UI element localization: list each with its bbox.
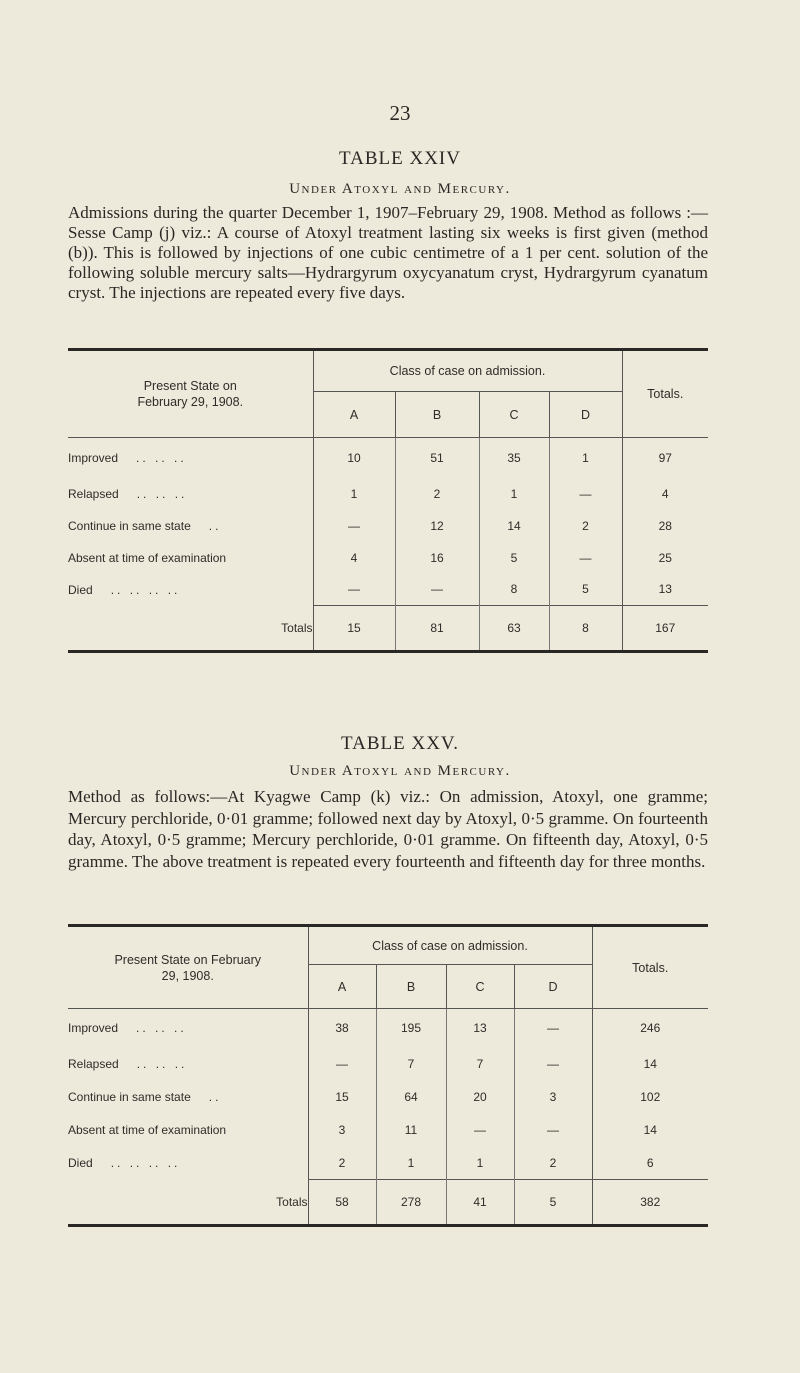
cell-class-a: — (313, 574, 395, 606)
present-state-header-line2: February 29, 1908. (137, 395, 244, 409)
cell-class-a: 4 (313, 542, 395, 574)
cell-class-d: — (514, 1114, 592, 1147)
cell-class-a: 3 (308, 1114, 376, 1147)
row-label-text: Improved (68, 450, 119, 465)
cell-class-b: 51 (395, 438, 479, 478)
table-row (68, 1081, 708, 1114)
cell-class-c: 13 (446, 1009, 514, 1048)
cell-total: 28 (622, 510, 708, 542)
row-label (68, 574, 313, 606)
table-24-body (68, 438, 708, 652)
total-class-d: 8 (549, 606, 622, 652)
row-label-text: Improved (68, 1021, 119, 1036)
cell-class-c: — (446, 1114, 514, 1147)
row-label-text: Died (68, 582, 93, 597)
row-label (68, 510, 313, 542)
cell-class-c: 5 (479, 542, 549, 574)
leader-dots: .. .. .. (136, 1021, 187, 1036)
row-label-text: Absent at time of examination (68, 550, 227, 565)
cell-class-c: 7 (446, 1048, 514, 1081)
page-number: 23 (389, 101, 411, 125)
cell-class-c: 1 (479, 478, 549, 510)
row-label (68, 1048, 308, 1081)
table-24-present-state-header (68, 350, 313, 438)
table-24-totals-header: Totals. (622, 350, 708, 438)
cell-class-b: 195 (376, 1009, 446, 1048)
table-24-class-header: Class of case on admission. (313, 350, 622, 392)
cell-class-a: 15 (308, 1081, 376, 1114)
table-25 (68, 924, 708, 1227)
cell-class-b: 11 (376, 1114, 446, 1147)
total-class-c: 63 (479, 606, 549, 652)
row-label-text: Relapsed (68, 486, 119, 501)
row-label (68, 438, 313, 478)
table-24-subtitle: Under Atoxyl and Mercury. (289, 181, 511, 197)
cell-total: 14 (592, 1114, 708, 1147)
table-24-description: Admissions during the quarter December 1, 1907–February 29, 1908. Method as follows :—Sesse Camp (j) viz.: A course of Atoxyl treatment lasting six weeks is first given (method (b)). This is followed by injections of one cubic centimetre of a 1 per cent. solution of the following soluble mercury salts—Hydrargyrum oxycyanatum cryst, Hydrargyrum cyanatum cryst. The injections are repeated every five days. (68, 203, 708, 302)
class-c-header: C (446, 965, 514, 1009)
row-label-text: Relapsed (68, 1057, 119, 1071)
cell-class-b: — (395, 574, 479, 606)
totals-row (68, 1180, 708, 1226)
totals-row (68, 606, 708, 652)
class-b-header: B (395, 392, 479, 438)
table-row (68, 574, 708, 606)
cell-total: 25 (622, 542, 708, 574)
cell-class-b: 1 (376, 1147, 446, 1180)
table-row (68, 478, 708, 510)
table-row (68, 1009, 708, 1048)
leader-dots: .. .. .. .. (110, 582, 181, 597)
table-25-subtitle: Under Atoxyl and Mercury. (289, 763, 511, 779)
row-label (68, 542, 313, 574)
cell-class-d: — (549, 478, 622, 510)
cell-total: 102 (592, 1081, 708, 1114)
table-row (68, 1114, 708, 1147)
cell-class-d: — (514, 1048, 592, 1081)
table-24-title: TABLE XXIV (339, 148, 461, 169)
class-c-header: C (479, 392, 549, 438)
cell-class-b: 2 (395, 478, 479, 510)
table-row (68, 1147, 708, 1180)
cell-class-a: — (313, 510, 395, 542)
leader-dots: .. (208, 1090, 222, 1104)
table-row (68, 438, 708, 478)
row-label (68, 1147, 308, 1180)
cell-class-a: 38 (308, 1009, 376, 1048)
cell-total: 13 (622, 574, 708, 606)
table-25-class-header: Class of case on admission. (308, 926, 592, 965)
row-label-text: Continue in same state (68, 1090, 191, 1104)
class-d-header: D (549, 392, 622, 438)
total-class-c: 41 (446, 1180, 514, 1226)
cell-class-a: 2 (308, 1147, 376, 1180)
cell-class-c: 35 (479, 438, 549, 478)
cell-class-a: 10 (313, 438, 395, 478)
total-class-a: 58 (308, 1180, 376, 1226)
table-25-title: TABLE XXV. (341, 733, 459, 754)
cell-class-c: 1 (446, 1147, 514, 1180)
table-row (68, 542, 708, 574)
leader-dots: .. .. .. (136, 450, 187, 465)
total-class-b: 81 (395, 606, 479, 652)
cell-class-b: 12 (395, 510, 479, 542)
grand-total: 382 (592, 1180, 708, 1226)
cell-class-b: 64 (376, 1081, 446, 1114)
cell-class-c: 14 (479, 510, 549, 542)
cell-class-c: 8 (479, 574, 549, 606)
cell-class-b: 16 (395, 542, 479, 574)
cell-total: 4 (622, 478, 708, 510)
present-state-header-line1: Present State on (143, 379, 237, 393)
grand-total: 167 (622, 606, 708, 652)
row-label (68, 1081, 308, 1114)
row-label (68, 1114, 308, 1147)
total-class-b: 278 (376, 1180, 446, 1226)
cell-total: 97 (622, 438, 708, 478)
cell-class-d: 3 (514, 1081, 592, 1114)
table-25-present-state-header (68, 926, 308, 1009)
cell-class-d: 2 (549, 510, 622, 542)
leader-dots: .. .. .. (136, 1057, 188, 1071)
cell-class-a: 1 (313, 478, 395, 510)
cell-class-b: 7 (376, 1048, 446, 1081)
table-row (68, 510, 708, 542)
leader-dots: .. (208, 518, 222, 533)
present-state-header-line2: 29, 1908. (161, 968, 214, 983)
class-a-header: A (313, 392, 395, 438)
cell-total: 246 (592, 1009, 708, 1048)
class-a-header: A (308, 965, 376, 1009)
leader-dots: .. .. .. .. (110, 1156, 181, 1170)
row-label (68, 478, 313, 510)
row-label-text: Continue in same state (68, 518, 191, 533)
cell-total: 6 (592, 1147, 708, 1180)
leader-dots: .. .. .. (136, 486, 188, 501)
table-row (68, 1048, 708, 1081)
table-24 (68, 348, 708, 653)
class-b-header: B (376, 965, 446, 1009)
table-25-description: Method as follows:—At Kyagwe Camp (k) viz.: On admission, Atoxyl, one gramme; Mercury perchloride, 0·01 gramme; followed next day by Atoxyl, 0·5 gramme. On fourteenth day, Atoxyl, 0·5 gramme; Mercury perchloride, 0·01 gramme. On fifteenth day, Atoxyl, 0·5 gramme. The above treatment is repeated every fourteenth and fifteenth day for three months. (68, 787, 708, 871)
cell-class-d: — (549, 542, 622, 574)
cell-class-a: — (308, 1048, 376, 1081)
cell-class-c: 20 (446, 1081, 514, 1114)
cell-total: 14 (592, 1048, 708, 1081)
cell-class-d: — (514, 1009, 592, 1048)
table-25-totals-header: Totals. (592, 926, 708, 1009)
row-label-text: Absent at time of examination (68, 1123, 227, 1137)
total-class-d: 5 (514, 1180, 592, 1226)
row-label-text: Died (68, 1156, 93, 1170)
totals-row-label: Totals (281, 620, 313, 635)
class-d-header: D (514, 965, 592, 1009)
cell-class-d: 5 (549, 574, 622, 606)
present-state-header-line1: Present State on February (114, 952, 262, 967)
table-25-body (68, 1009, 708, 1226)
cell-class-d: 1 (549, 438, 622, 478)
totals-row-label: Totals (276, 1194, 308, 1209)
row-label (68, 1009, 308, 1048)
cell-class-d: 2 (514, 1147, 592, 1180)
total-class-a: 15 (313, 606, 395, 652)
